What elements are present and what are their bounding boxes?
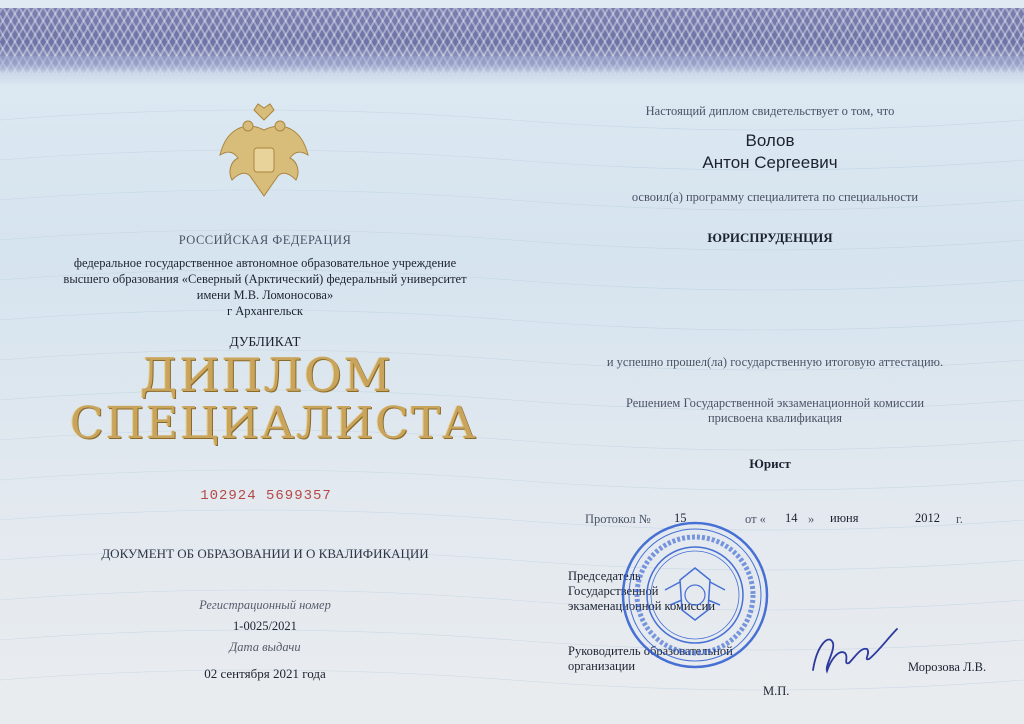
protocol-year-suffix: г. (956, 512, 963, 526)
registration-number-label: Регистрационный номер (199, 598, 331, 612)
graduate-given-names: Антон Сергеевич (702, 153, 838, 172)
date-close-quote: » (808, 512, 815, 526)
program-text: освоил(а) программу специалитета по специальности (631, 190, 919, 204)
qualification-value: Юрист (749, 456, 791, 471)
diploma-title-line-2: СПЕЦИАЛИСТА (70, 398, 478, 449)
institution-line-3: имени М.В. Ломоносова» (196, 288, 334, 302)
certify-text: Настоящий диплом свидетельствует о том, что (645, 104, 895, 118)
head-label-line-2: организации (568, 659, 636, 673)
signature (805, 625, 905, 680)
specialty-value: ЮРИСПРУДЕНЦИЯ (707, 230, 833, 245)
date-open-quote: от « (745, 512, 766, 526)
protocol-month: июня (830, 511, 859, 525)
diploma-title-line-1: ДИПЛОМ (140, 348, 393, 402)
protocol-label: Протокол № (585, 512, 651, 526)
registration-number-value: 1-0025/2021 (233, 619, 297, 633)
double-headed-eagle-emblem (214, 100, 314, 210)
serial-number: 102924 5699357 (200, 488, 332, 504)
graduate-surname: Волов (745, 131, 795, 150)
country-label: РОССИЙСКАЯ ФЕДЕРАЦИЯ (178, 233, 352, 247)
document-type-label: ДОКУМЕНТ ОБ ОБРАЗОВАНИИ И О КВАЛИФИКАЦИИ (101, 546, 429, 561)
head-name: Морозова Л.В. (908, 660, 987, 674)
protocol-number: 15 (674, 511, 687, 525)
protocol-year: 2012 (915, 511, 940, 525)
mp-label: М.П. (763, 684, 790, 698)
chair-label-line-3: экзаменационной комиссии (568, 599, 716, 613)
duplicate-label: ДУБЛИКАТ (229, 334, 301, 349)
decision-line-2: присвоена квалификация (707, 411, 843, 425)
institution-line-1: федеральное государственное автономное образовательное учреждение (73, 256, 457, 270)
city-label: г Архангельск (227, 304, 303, 318)
attestation-text: и успешно прошел(ла) государственную итоговую аттестацию. (606, 355, 944, 369)
institution-line-2: высшего образования «Северный (Арктический) федеральный университет (63, 272, 467, 286)
protocol-day: 14 (785, 511, 798, 525)
chair-label-line-2: Государственной (568, 584, 659, 598)
issue-date-label: Дата выдачи (229, 640, 301, 654)
head-label-line-1: Руководитель образовательной (568, 644, 733, 658)
issue-date-value: 02 сентября 2021 года (204, 666, 326, 681)
decision-line-1: Решением Государственной экзаменационной комиссии (625, 396, 925, 410)
round-seal-stamp (620, 520, 770, 670)
decorative-band-fade (0, 56, 1024, 86)
chair-label-line-1: Председатель (568, 569, 641, 583)
